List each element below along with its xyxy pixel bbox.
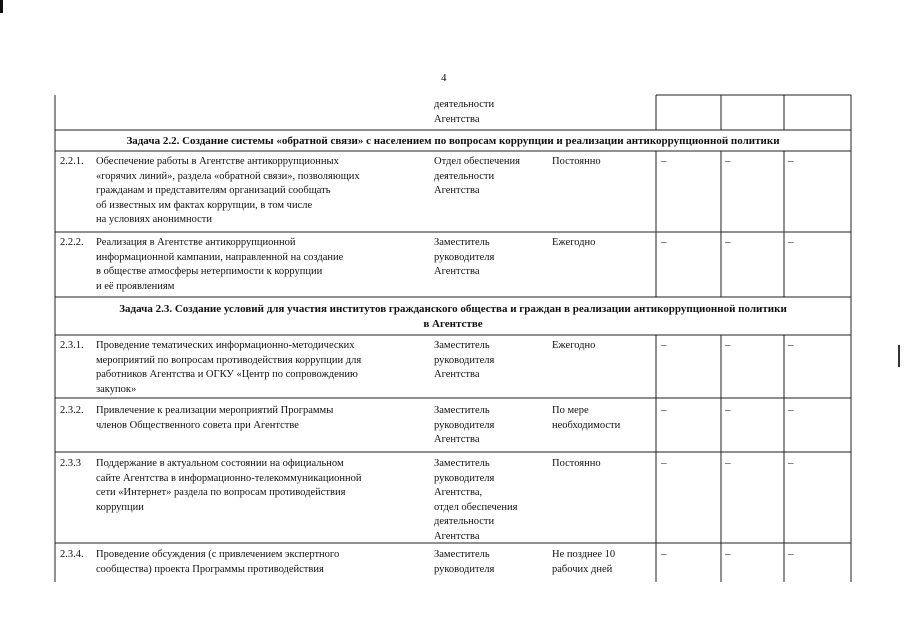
responsible-line: руководителя — [434, 419, 495, 431]
responsible-line: руководителя — [434, 354, 495, 366]
description-line: сайте Агентства в информационно-телекоммуникационной — [96, 472, 362, 484]
row-mark: – — [661, 404, 667, 416]
responsible-line: Отдел обеспечения — [434, 156, 520, 167]
scan-edge-mark — [898, 345, 900, 367]
row-mark: – — [725, 339, 731, 351]
description-line: закупок» — [96, 383, 137, 395]
responsible-line: Заместитель — [434, 549, 490, 560]
row-mark: – — [725, 155, 731, 167]
cont-line: Агентства — [434, 113, 480, 125]
row-number: 2.2.1. — [60, 156, 84, 167]
responsible-line: Агентства — [434, 266, 480, 277]
row-description — [96, 404, 428, 433]
scan-corner-mark — [0, 0, 3, 13]
row-mark: – — [661, 236, 667, 248]
responsible-line: руководителя — [434, 472, 495, 484]
description-line: гражданам и представителям организаций сообщать — [96, 185, 331, 196]
description-line: членов Общественного совета при Агентстве — [96, 419, 299, 431]
deadline-line: Постоянно — [552, 458, 601, 469]
description-line: коррупции — [96, 501, 144, 513]
responsible-line: руководителя — [434, 563, 495, 575]
description-line: сети «Интернет» раздела по вопросам противодействия — [96, 487, 346, 498]
responsible-line: руководителя — [434, 251, 495, 263]
deadline-line: По мере — [552, 405, 589, 416]
row-description — [96, 236, 428, 294]
description-line: Проведение тематических информационно-методических — [96, 340, 355, 351]
deadline-line: Ежегодно — [552, 237, 596, 248]
description-line: Реализация в Агентстве антикоррупционной — [96, 237, 296, 248]
responsible-line: Заместитель — [434, 340, 490, 351]
row-number: 2.3.4. — [60, 549, 84, 560]
row-mark: – — [788, 404, 794, 416]
row-mark: – — [661, 548, 667, 560]
description-line: на условиях анонимности — [96, 214, 212, 225]
row-description — [96, 155, 428, 228]
description-line: Проведение обсуждения (с привлечением экспертного — [96, 549, 340, 560]
row-number: 2.2.2. — [60, 237, 84, 248]
deadline-line: Не позднее 10 — [552, 549, 616, 560]
row-mark: – — [788, 236, 794, 248]
responsible-line: Заместитель — [434, 405, 490, 416]
row-deadline — [552, 548, 652, 577]
row-mark: – — [661, 339, 667, 351]
row-responsible — [434, 548, 546, 577]
row-mark: – — [725, 404, 731, 416]
row-deadline — [552, 339, 652, 354]
page-number: 4 — [441, 72, 447, 84]
task-2-3-line: Задача 2.3. Создание условий для участия институтов гражданского общества и граждан в реализации антикоррупционной политики — [119, 303, 787, 315]
task-2-3-heading — [58, 302, 848, 331]
description-line: Привлечение к реализации мероприятий Программы — [96, 405, 334, 416]
description-line: работников Агентства и ОГКУ «Центр по сопровождению — [96, 369, 358, 380]
deadline-line: Ежегодно — [552, 340, 596, 351]
row-responsible — [434, 236, 546, 280]
row-deadline — [552, 457, 652, 472]
responsible-line: Агентства, — [434, 487, 483, 498]
row-mark: – — [661, 457, 667, 469]
responsible-line: деятельности — [434, 170, 495, 182]
description-line: об известных им фактах коррупции, в том числе — [96, 199, 313, 211]
responsible-line: Агентства — [434, 530, 480, 542]
row-description — [96, 339, 428, 397]
row-responsible — [434, 339, 546, 383]
deadline-line: рабочих дней — [552, 563, 613, 575]
row-description — [96, 548, 428, 577]
row-deadline — [552, 155, 652, 170]
deadline-line: необходимости — [552, 419, 621, 431]
row-mark: – — [788, 155, 794, 167]
row-deadline — [552, 236, 652, 251]
row-number: 2.3.1. — [60, 340, 84, 351]
responsible-line: деятельности — [434, 516, 495, 527]
responsible-line: Заместитель — [434, 458, 490, 469]
responsible-line: Агентства — [434, 369, 480, 380]
row-number: 2.3.3 — [60, 458, 81, 469]
responsible-line: Агентства — [434, 185, 480, 196]
description-line: в обществе атмосферы нетерпимости к коррупции — [96, 266, 323, 277]
responsible-line: Агентства — [434, 434, 480, 445]
row-responsible — [434, 457, 546, 544]
description-line: «горячих линий», раздела «обратной связи», позволяющих — [96, 170, 360, 182]
row-deadline — [552, 404, 652, 433]
row-description — [96, 457, 428, 515]
description-line: Обеспечение работы в Агентстве антикоррупционных — [96, 156, 339, 167]
responsible-line: Заместитель — [434, 237, 490, 248]
row-mark: – — [788, 339, 794, 351]
row-mark: – — [725, 236, 731, 248]
description-line: информационной кампании, направленной на создание — [96, 251, 344, 263]
description-line: и её проявлениям — [96, 280, 175, 292]
deadline-line: Постоянно — [552, 156, 601, 167]
row-responsible — [434, 155, 546, 199]
task-2-2-heading: Задача 2.2. Создание системы «обратной связи» с населением по вопросам коррупции и реализации антикоррупционной политики — [126, 135, 780, 147]
row-mark: – — [661, 155, 667, 167]
description-line: сообщества) проекта Программы противодействия — [96, 563, 324, 575]
row-mark: – — [725, 457, 731, 469]
task-2-3-line: в Агентстве — [423, 317, 483, 330]
continuation-cell — [434, 98, 494, 127]
row-mark: – — [788, 548, 794, 560]
description-line: мероприятий по вопросам противодействия коррупции для — [96, 354, 362, 366]
cont-line: деятельности — [434, 99, 495, 110]
row-mark: – — [725, 548, 731, 560]
row-mark: – — [788, 457, 794, 469]
description-line: Поддержание в актуальном состоянии на официальном — [96, 458, 344, 469]
row-responsible — [434, 404, 546, 448]
responsible-line: отдел обеспечения — [434, 501, 518, 513]
row-number: 2.3.2. — [60, 405, 84, 416]
